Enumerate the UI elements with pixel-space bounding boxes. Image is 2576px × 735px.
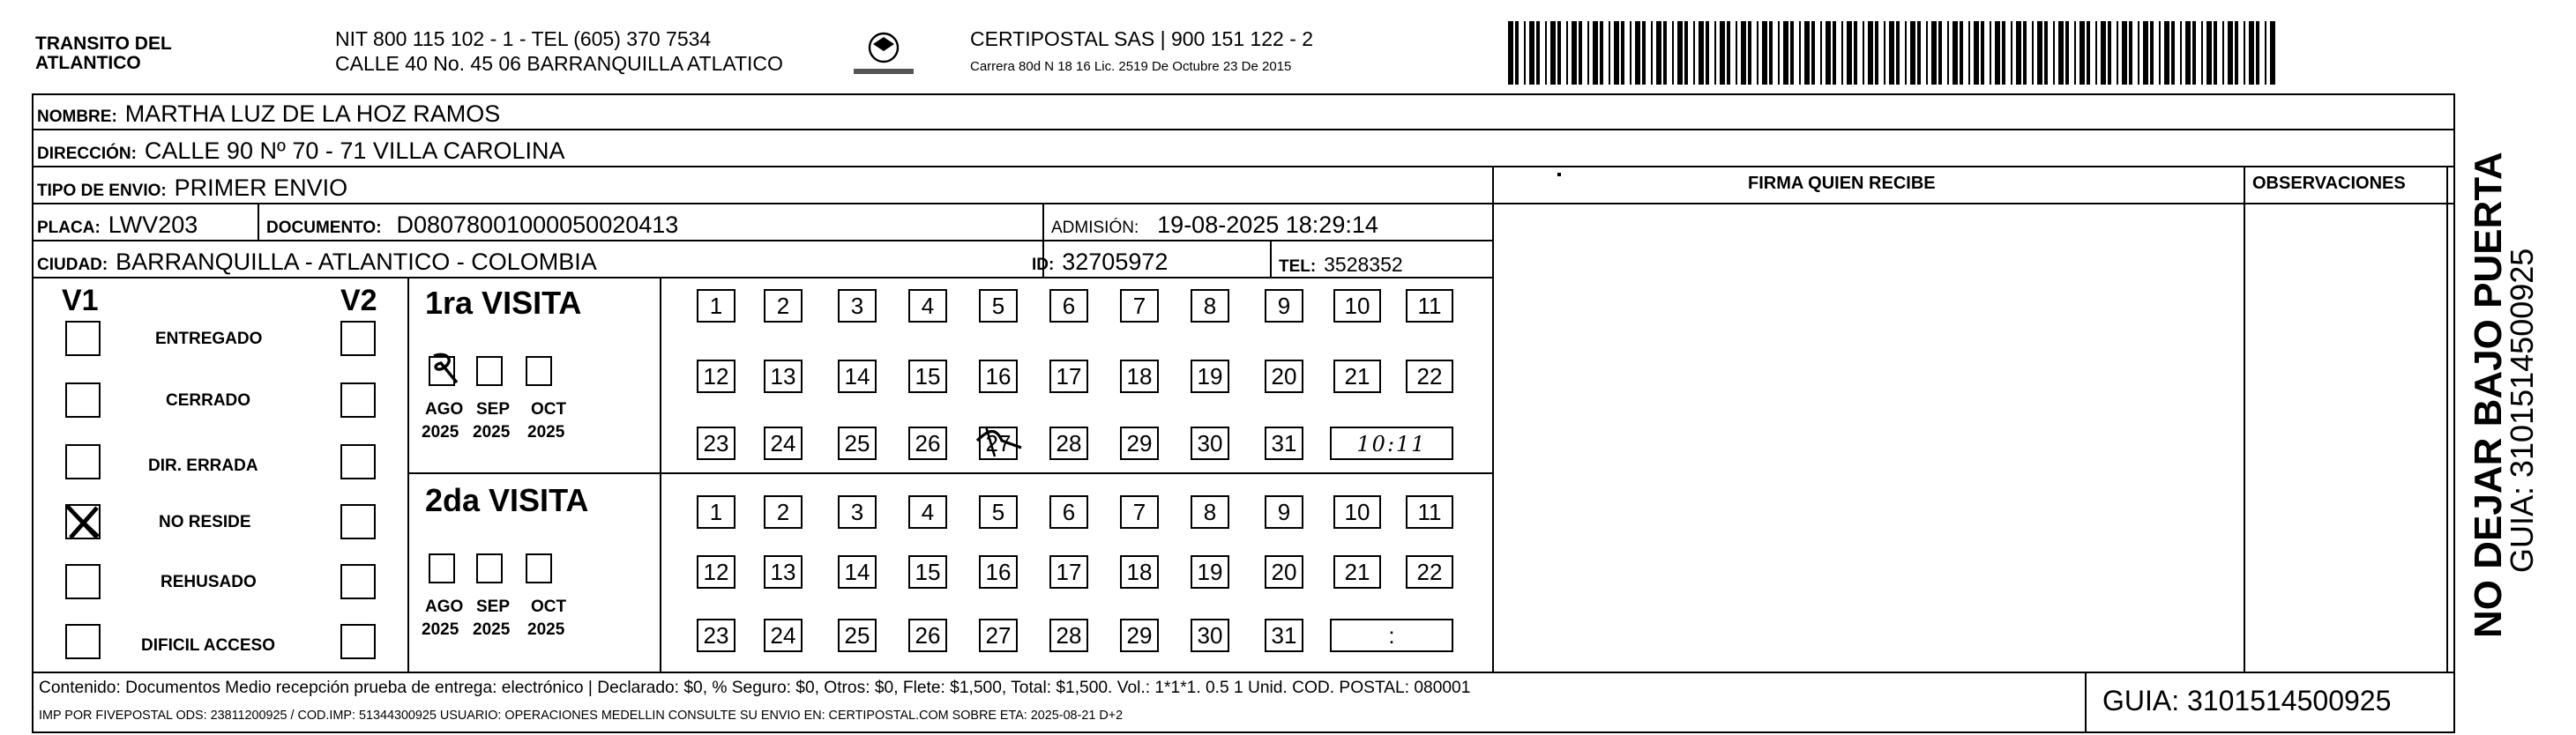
visit2-day-9[interactable]: 9 bbox=[1265, 495, 1303, 529]
signature-label: FIRMA QUIEN RECIBE bbox=[1748, 174, 1936, 194]
visit2-day-12[interactable]: 12 bbox=[697, 555, 735, 589]
signature-area[interactable] bbox=[1496, 206, 2240, 668]
visit2-day-23[interactable]: 23 bbox=[697, 619, 735, 652]
v1-checkbox-no-reside[interactable] bbox=[65, 504, 101, 539]
visit2-time-box[interactable] bbox=[1330, 619, 1453, 652]
plate-label: PLACA: bbox=[37, 219, 101, 238]
observations-label: OBSERVACIONES bbox=[2252, 174, 2406, 194]
v2-label: V2 bbox=[340, 284, 377, 317]
visit1-day-8[interactable]: 8 bbox=[1191, 289, 1229, 323]
visit1-day-11[interactable]: 11 bbox=[1406, 289, 1453, 323]
visit1-day-14[interactable]: 14 bbox=[838, 360, 877, 393]
issuer-line-1: TRANSITO DEL bbox=[35, 33, 172, 55]
visit1-day-9[interactable]: 9 bbox=[1265, 289, 1303, 323]
visit2-day-19[interactable]: 19 bbox=[1191, 555, 1229, 589]
certipostal-logo-icon bbox=[847, 26, 921, 83]
visit2-title: 2da VISITA bbox=[425, 483, 589, 518]
visit2-day-4[interactable]: 4 bbox=[908, 495, 947, 529]
visit1-day-29[interactable]: 29 bbox=[1120, 427, 1159, 460]
visit2-day-25[interactable]: 25 bbox=[838, 619, 877, 652]
visit1-day-7[interactable]: 7 bbox=[1120, 289, 1159, 323]
barcode bbox=[1508, 21, 2275, 85]
send-type-label: TIPO DE ENVIO: bbox=[37, 182, 167, 201]
visit2-day-10[interactable]: 10 bbox=[1333, 495, 1381, 529]
issuer-address: CALLE 40 No. 45 06 BARRANQUILLA ATLATICO bbox=[335, 55, 783, 76]
stray-dot bbox=[1557, 173, 1561, 176]
admission-label: ADMISIÓN: bbox=[1051, 219, 1139, 238]
status-label-rehusado: REHUSADO bbox=[161, 573, 257, 592]
v1-checkbox-dir-errada[interactable] bbox=[65, 444, 101, 479]
visit2-month-checkbox-oct[interactable] bbox=[526, 553, 552, 583]
visit1-time-value: 10:11 bbox=[1356, 431, 1427, 456]
v1-checkbox-entregado[interactable] bbox=[65, 321, 101, 356]
v1-label: V1 bbox=[62, 284, 99, 317]
issuer-line-2: ATLANTICO bbox=[35, 53, 141, 74]
id-label: ID: bbox=[1032, 256, 1055, 275]
tel-value: 3528352 bbox=[1324, 256, 1403, 277]
v2-checkbox-rehusado[interactable] bbox=[340, 564, 376, 599]
visit2-day-7[interactable]: 7 bbox=[1120, 495, 1159, 529]
visit1-day-17[interactable]: 17 bbox=[1049, 360, 1088, 393]
visit1-month-checkbox-ago[interactable] bbox=[429, 356, 455, 386]
visit1-year-sep: 2025 bbox=[473, 423, 511, 442]
v1-checkbox-rehusado[interactable] bbox=[65, 564, 101, 599]
visit2-month-ago: AGO bbox=[425, 598, 464, 617]
v2-checkbox-cerrado[interactable] bbox=[340, 382, 376, 418]
visit1-day-20[interactable]: 20 bbox=[1265, 360, 1303, 393]
issuer-nit: NIT 800 115 102 - 1 - TEL (605) 370 7534 bbox=[335, 30, 712, 51]
visit2-day-21[interactable]: 21 bbox=[1333, 555, 1381, 589]
city-label: CIUDAD: bbox=[37, 256, 108, 275]
visit1-day-16[interactable]: 16 bbox=[979, 360, 1018, 393]
send-type-row bbox=[37, 174, 347, 203]
visit2-month-sep: SEP bbox=[476, 598, 511, 617]
visit1-day-22[interactable]: 22 bbox=[1406, 360, 1453, 393]
visit1-day-13[interactable]: 13 bbox=[764, 360, 803, 393]
visit1-day-3[interactable]: 3 bbox=[838, 289, 877, 323]
courier-line: CERTIPOSTAL SAS | 900 151 122 - 2 bbox=[970, 30, 1314, 51]
visit1-day-21[interactable]: 21 bbox=[1333, 360, 1381, 393]
visit1-month-ago: AGO bbox=[425, 400, 464, 419]
visit1-day-24[interactable]: 24 bbox=[764, 427, 803, 460]
v2-checkbox-dir-errada[interactable] bbox=[340, 444, 376, 479]
tel-label: TEL: bbox=[1279, 257, 1317, 277]
plate-value: LWV203 bbox=[108, 212, 198, 238]
document-value: D08078001000050020413 bbox=[396, 212, 679, 238]
tel-cell bbox=[1279, 250, 1403, 278]
visit1-day-15[interactable]: 15 bbox=[908, 360, 947, 393]
status-label-dir-errada: DIR. ERRADA bbox=[148, 457, 258, 476]
visit1-day-27[interactable]: 27 bbox=[979, 427, 1018, 460]
address-label: DIRECCIÓN: bbox=[37, 145, 137, 164]
id-value: 32705972 bbox=[1062, 249, 1169, 275]
v1-checkbox-dificil-acceso[interactable] bbox=[65, 624, 101, 659]
observations-area[interactable] bbox=[2247, 206, 2443, 668]
plate-cell bbox=[37, 212, 198, 240]
name-row bbox=[37, 100, 500, 129]
visit1-day-19[interactable]: 19 bbox=[1191, 360, 1229, 393]
visit2-year-sep: 2025 bbox=[473, 620, 511, 640]
visit2-day-22[interactable]: 22 bbox=[1406, 555, 1453, 589]
address-row bbox=[37, 137, 565, 166]
visit2-day-31[interactable]: 31 bbox=[1265, 619, 1303, 652]
visit2-day-27[interactable]: 27 bbox=[979, 619, 1018, 652]
courier-license: Carrera 80d N 18 16 Lic. 2519 De Octubre 23 De 2015 bbox=[970, 58, 1292, 74]
visit1-day-1[interactable]: 1 bbox=[697, 289, 735, 323]
visit1-day-23[interactable]: 23 bbox=[697, 427, 735, 460]
status-label-entregado: ENTREGADO bbox=[155, 330, 263, 349]
visit2-month-checkbox-ago[interactable] bbox=[429, 553, 455, 583]
visit2-day-6[interactable]: 6 bbox=[1049, 495, 1088, 529]
visit2-day-17[interactable]: 17 bbox=[1049, 555, 1088, 589]
visit1-day-4[interactable]: 4 bbox=[908, 289, 947, 323]
side-warning: NO DEJAR BAJO PUERTA bbox=[2466, 152, 2510, 638]
visit2-day-1[interactable]: 1 bbox=[697, 495, 735, 529]
admission-cell bbox=[1051, 212, 1378, 240]
city-cell bbox=[37, 249, 597, 277]
status-label-cerrado: CERRADO bbox=[166, 391, 251, 411]
id-cell bbox=[1032, 249, 1168, 277]
visit2-month-oct: OCT bbox=[531, 598, 567, 617]
name-label: NOMBRE: bbox=[37, 108, 117, 127]
visit2-day-11[interactable]: 11 bbox=[1406, 495, 1453, 529]
visit2-day-15[interactable]: 15 bbox=[908, 555, 947, 589]
visit2-day-8[interactable]: 8 bbox=[1191, 495, 1229, 529]
visit2-day-13[interactable]: 13 bbox=[764, 555, 803, 589]
visit2-day-29[interactable]: 29 bbox=[1120, 619, 1159, 652]
visit1-month-oct: OCT bbox=[531, 400, 567, 419]
visit2-day-3[interactable]: 3 bbox=[838, 495, 877, 529]
visit2-day-16[interactable]: 16 bbox=[979, 555, 1018, 589]
visit1-day-25[interactable]: 25 bbox=[838, 427, 877, 460]
admission-value: 19-08-2025 18:29:14 bbox=[1157, 212, 1378, 238]
visit1-day-26[interactable]: 26 bbox=[908, 427, 947, 460]
v2-checkbox-dificil-acceso[interactable] bbox=[340, 624, 376, 659]
visit2-year-ago: 2025 bbox=[422, 620, 459, 640]
city-value: BARRANQUILLA - ATLANTICO - COLOMBIA bbox=[116, 249, 597, 275]
v1-checkbox-cerrado[interactable] bbox=[65, 382, 101, 418]
footer-print-info: IMP POR FIVEPOSTAL ODS: 23811200925 / COD.IMP: 51344300925 USUARIO: OPERACIONES MEDELLIN CONSULTE SU ENVIO EN: CERTIPOSTAL.COM SOBRE ETA: 2025-08-21 D+2 bbox=[39, 707, 1124, 723]
side-guia: GUIA: 3101514500925 bbox=[2505, 248, 2540, 573]
handwritten-mark-icon bbox=[427, 351, 462, 386]
document-label: DOCUMENTO: bbox=[266, 219, 382, 238]
visit2-day-5[interactable]: 5 bbox=[979, 495, 1018, 529]
visit2-day-30[interactable]: 30 bbox=[1191, 619, 1229, 652]
visit2-day-18[interactable]: 18 bbox=[1120, 555, 1159, 589]
visit1-month-checkbox-oct[interactable] bbox=[526, 356, 552, 386]
visit2-time-placeholder: : bbox=[1388, 622, 1395, 649]
visit1-month-sep: SEP bbox=[476, 400, 511, 419]
handwritten-day-mark-icon bbox=[972, 418, 1025, 464]
visit1-day-6[interactable]: 6 bbox=[1049, 289, 1088, 323]
visit1-day-18[interactable]: 18 bbox=[1120, 360, 1159, 393]
visit1-day-12[interactable]: 12 bbox=[697, 360, 735, 393]
visit1-time-box[interactable] bbox=[1330, 427, 1453, 460]
visit2-day-14[interactable]: 14 bbox=[838, 555, 877, 589]
footer-content: Contenido: Documentos Medio recepción prueba de entrega: electrónico | Declarado: $0, % Seguro: $0, Otros: $0, Flete: $1,500, Total: $1,500. Vol.: 1*1*1. 0.5 1 Unid. COD. POSTAL: 080001 bbox=[39, 679, 1471, 698]
visit1-day-2[interactable]: 2 bbox=[764, 289, 803, 323]
name-value: MARTHA LUZ DE LA HOZ RAMOS bbox=[124, 100, 501, 127]
send-type-value: PRIMER ENVIO bbox=[174, 174, 348, 201]
visit2-day-2[interactable]: 2 bbox=[764, 495, 803, 529]
visit2-day-26[interactable]: 26 bbox=[908, 619, 947, 652]
visit2-year-oct: 2025 bbox=[527, 620, 565, 640]
visit1-year-ago: 2025 bbox=[422, 423, 459, 442]
visit1-title: 1ra VISITA bbox=[425, 286, 582, 321]
address-value: CALLE 90 Nº 70 - 71 VILLA CAROLINA bbox=[144, 137, 565, 164]
handwritten-x-mark-icon bbox=[65, 504, 101, 539]
visit1-day-30[interactable]: 30 bbox=[1191, 427, 1229, 460]
visit1-day-10[interactable]: 10 bbox=[1333, 289, 1381, 323]
visit1-day-28[interactable]: 28 bbox=[1049, 427, 1088, 460]
visit1-day-5[interactable]: 5 bbox=[979, 289, 1018, 323]
v2-checkbox-no-reside[interactable] bbox=[340, 504, 376, 539]
visit2-month-checkbox-sep[interactable] bbox=[476, 553, 503, 583]
status-label-dificil-acceso: DIFICIL ACCESO bbox=[141, 636, 276, 656]
v2-checkbox-entregado[interactable] bbox=[340, 321, 376, 356]
visit2-day-24[interactable]: 24 bbox=[764, 619, 803, 652]
visit1-month-checkbox-sep[interactable] bbox=[476, 356, 503, 386]
footer-guia: GUIA: 3101514500925 bbox=[2102, 687, 2392, 717]
visit1-day-31[interactable]: 31 bbox=[1265, 427, 1303, 460]
status-label-no-reside: NO RESIDE bbox=[159, 513, 251, 532]
visit1-year-oct: 2025 bbox=[527, 423, 565, 442]
visit2-day-20[interactable]: 20 bbox=[1265, 555, 1303, 589]
document-cell bbox=[266, 212, 678, 240]
visit2-day-28[interactable]: 28 bbox=[1049, 619, 1088, 652]
